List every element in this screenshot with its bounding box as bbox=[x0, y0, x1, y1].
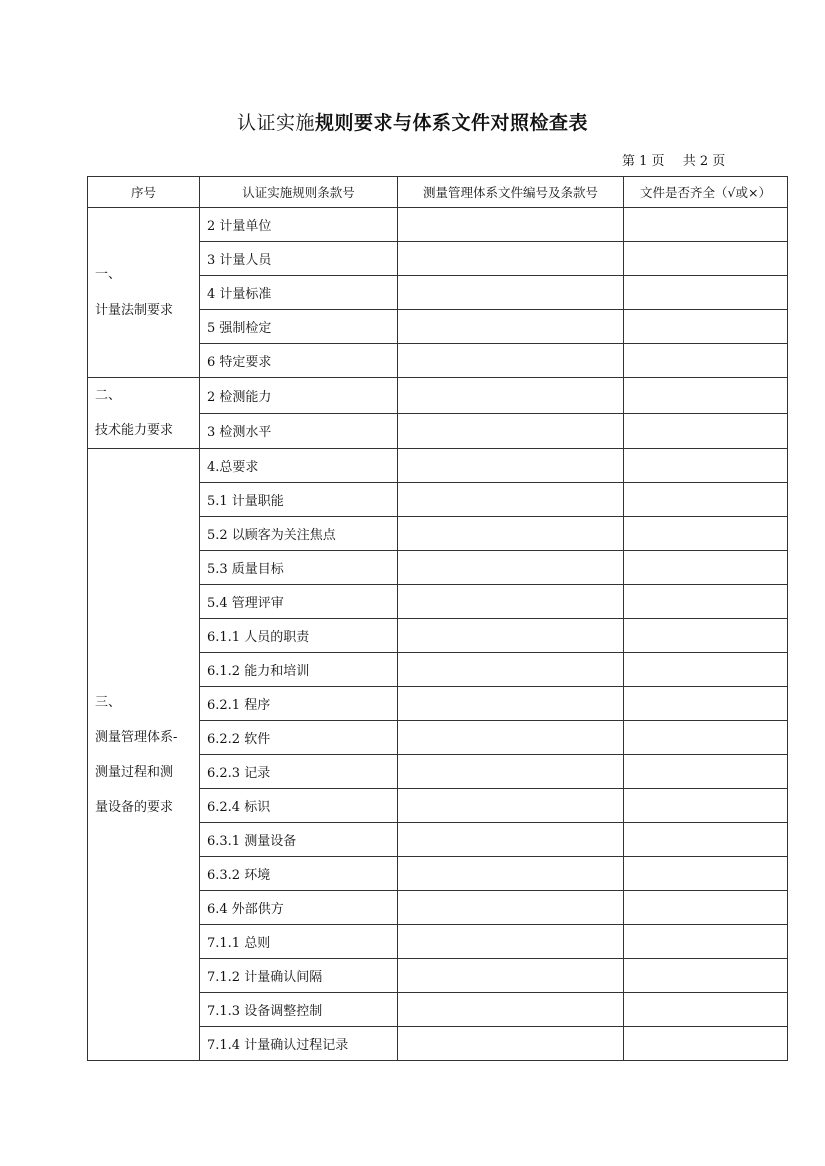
clause-cell: 2 计量单位 bbox=[200, 208, 398, 242]
complete-mark-cell[interactable] bbox=[624, 449, 788, 483]
page-total: 共 2 页 bbox=[682, 154, 726, 169]
header-complete: 文件是否齐全（√或×） bbox=[624, 177, 788, 208]
clause-cell: 2 检测能力 bbox=[200, 378, 398, 414]
doc-number-cell[interactable] bbox=[398, 891, 624, 925]
complete-mark-cell[interactable] bbox=[624, 551, 788, 585]
clause-cell: 6.3.1 测量设备 bbox=[200, 823, 398, 857]
complete-mark-cell[interactable] bbox=[624, 653, 788, 687]
doc-number-cell[interactable] bbox=[398, 449, 624, 483]
doc-number-cell[interactable] bbox=[398, 585, 624, 619]
clause-cell: 6.4 外部供方 bbox=[200, 891, 398, 925]
section-label-line: 测量过程和测 bbox=[95, 764, 174, 780]
clause-cell: 6.2.2 软件 bbox=[200, 721, 398, 755]
clause-cell: 6.2.1 程序 bbox=[200, 687, 398, 721]
doc-number-cell[interactable] bbox=[398, 993, 624, 1027]
section-label-line: 三、 bbox=[95, 694, 122, 710]
clause-cell: 5 强制检定 bbox=[200, 310, 398, 344]
complete-mark-cell[interactable] bbox=[624, 687, 788, 721]
clause-cell: 7.1.1 总则 bbox=[200, 925, 398, 959]
header-doc-number: 测量管理体系文件编号及条款号 bbox=[398, 177, 624, 208]
doc-number-cell[interactable] bbox=[398, 755, 624, 789]
clause-cell: 6.2.4 标识 bbox=[200, 789, 398, 823]
complete-mark-cell[interactable] bbox=[624, 925, 788, 959]
complete-mark-cell[interactable] bbox=[624, 483, 788, 517]
complete-mark-cell[interactable] bbox=[624, 755, 788, 789]
clause-cell: 6.3.2 环境 bbox=[200, 857, 398, 891]
doc-number-cell[interactable] bbox=[398, 721, 624, 755]
complete-mark-cell[interactable] bbox=[624, 823, 788, 857]
section-label-line: 技术能力要求 bbox=[95, 423, 174, 439]
doc-number-cell[interactable] bbox=[398, 619, 624, 653]
complete-mark-cell[interactable] bbox=[624, 208, 788, 242]
doc-number-cell[interactable] bbox=[398, 551, 624, 585]
header-row bbox=[88, 177, 788, 208]
doc-number-cell[interactable] bbox=[398, 687, 624, 721]
complete-mark-cell[interactable] bbox=[624, 721, 788, 755]
doc-number-cell[interactable] bbox=[398, 242, 624, 276]
section-label-cell bbox=[88, 208, 200, 378]
clause-cell: 7.1.2 计量确认间隔 bbox=[200, 959, 398, 993]
clause-cell: 5.1 计量职能 bbox=[200, 483, 398, 517]
complete-mark-cell[interactable] bbox=[624, 517, 788, 551]
clause-cell: 6.2.3 记录 bbox=[200, 755, 398, 789]
complete-mark-cell[interactable] bbox=[624, 413, 788, 449]
doc-number-cell[interactable] bbox=[398, 653, 624, 687]
section-label-line: 测量管理体系- bbox=[95, 729, 178, 745]
table-row bbox=[88, 378, 788, 414]
page-info bbox=[622, 150, 725, 169]
clause-cell: 7.1.3 设备调整控制 bbox=[200, 993, 398, 1027]
complete-mark-cell[interactable] bbox=[624, 276, 788, 310]
title-part-2: 规则要求与体系文件对照检查表 bbox=[315, 112, 589, 134]
doc-number-cell[interactable] bbox=[398, 344, 624, 378]
complete-mark-cell[interactable] bbox=[624, 993, 788, 1027]
doc-number-cell[interactable] bbox=[398, 208, 624, 242]
doc-number-cell[interactable] bbox=[398, 483, 624, 517]
clause-cell: 3 检测水平 bbox=[200, 413, 398, 449]
complete-mark-cell[interactable] bbox=[624, 619, 788, 653]
complete-mark-cell[interactable] bbox=[624, 310, 788, 344]
clause-cell: 6.1.2 能力和培训 bbox=[200, 653, 398, 687]
section-label-line: 量设备的要求 bbox=[95, 799, 174, 815]
clause-cell: 6.1.1 人员的职责 bbox=[200, 619, 398, 653]
clause-cell: 5.4 管理评审 bbox=[200, 585, 398, 619]
complete-mark-cell[interactable] bbox=[624, 789, 788, 823]
complete-mark-cell[interactable] bbox=[624, 1027, 788, 1061]
clause-cell: 5.2 以顾客为关注焦点 bbox=[200, 517, 398, 551]
header-clause: 认证实施规则条款号 bbox=[200, 177, 398, 208]
doc-number-cell[interactable] bbox=[398, 857, 624, 891]
clause-cell: 6 特定要求 bbox=[200, 344, 398, 378]
complete-mark-cell[interactable] bbox=[624, 378, 788, 414]
table-row bbox=[88, 208, 788, 242]
clause-cell: 5.3 质量目标 bbox=[200, 551, 398, 585]
header-seq: 序号 bbox=[88, 177, 200, 208]
section-label-cell bbox=[88, 378, 200, 449]
complete-mark-cell[interactable] bbox=[624, 857, 788, 891]
section-label-cell bbox=[88, 449, 200, 1061]
section-label-line: 二、 bbox=[95, 388, 122, 403]
clause-cell: 4 计量标准 bbox=[200, 276, 398, 310]
doc-number-cell[interactable] bbox=[398, 1027, 624, 1061]
complete-mark-cell[interactable] bbox=[624, 891, 788, 925]
title-part-1: 认证实施 bbox=[236, 112, 315, 134]
page-current: 第 1 页 bbox=[622, 154, 665, 169]
complete-mark-cell[interactable] bbox=[624, 585, 788, 619]
doc-number-cell[interactable] bbox=[398, 789, 624, 823]
section-label-line: 一、 bbox=[95, 267, 122, 283]
checklist-body bbox=[88, 208, 788, 1061]
table-row bbox=[88, 449, 788, 483]
doc-number-cell[interactable] bbox=[398, 959, 624, 993]
doc-number-cell[interactable] bbox=[398, 517, 624, 551]
doc-number-cell[interactable] bbox=[398, 413, 624, 449]
clause-cell: 7.1.4 计量确认过程记录 bbox=[200, 1027, 398, 1061]
section-label-line: 计量法制要求 bbox=[95, 302, 174, 318]
doc-number-cell[interactable] bbox=[398, 378, 624, 414]
doc-number-cell[interactable] bbox=[398, 925, 624, 959]
clause-cell: 4.总要求 bbox=[200, 449, 398, 483]
document-title bbox=[0, 108, 825, 135]
doc-number-cell[interactable] bbox=[398, 276, 624, 310]
complete-mark-cell[interactable] bbox=[624, 959, 788, 993]
doc-number-cell[interactable] bbox=[398, 310, 624, 344]
complete-mark-cell[interactable] bbox=[624, 242, 788, 276]
doc-number-cell[interactable] bbox=[398, 823, 624, 857]
clause-cell: 3 计量人员 bbox=[200, 242, 398, 276]
complete-mark-cell[interactable] bbox=[624, 344, 788, 378]
checklist-table bbox=[87, 176, 788, 1061]
